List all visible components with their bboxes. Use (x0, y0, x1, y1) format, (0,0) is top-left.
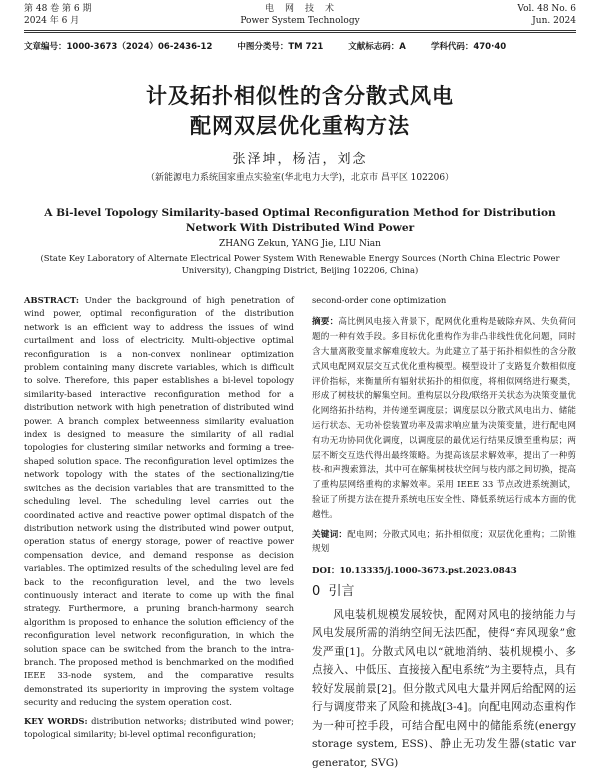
subject-code: 学科代码：470·40 (430, 42, 507, 52)
section-title: 引言 (328, 583, 355, 599)
section-heading (312, 585, 576, 598)
section-number: 0 (312, 583, 321, 599)
abstract-cn (312, 315, 576, 522)
date-en: Jun. 2024 (532, 16, 576, 26)
journal-name-cn: 电 网 技 术 (264, 4, 335, 14)
article-id: 文章编号：1000-3673（2024）06-2436-12 (24, 42, 213, 52)
title-en: A Bi-level Topology Similarity-based Optimal Reconfiguration Method for Distribution Network With Distributed Wind Power (44, 207, 556, 234)
clc-number: 中图分类号：TM 721 (237, 42, 324, 52)
keywords-en-continued: second-order cone optimization (312, 295, 447, 305)
affiliation-cn: （新能源电力系统国家重点实验室(华北电力大学)，北京市 昌平区 102206） (145, 173, 455, 183)
authors-cn: 张泽坤，杨洁，刘念 (232, 152, 368, 167)
title-cn-line2: 配网双层优化重构方法 (190, 114, 410, 138)
introduction-paragraph: 风电装机规模发展较快，配网对风电的接纳能力与风电发展所需的消纳空间无法匹配，使得“弃风现象”愈发严重[1]。分散式风电以“就地消纳、装机规模小、多点接入、中低压、直接接入配电系统”为主要特点，具有较好发展前景[2]。但分散式风电大量并网后给配网的运行与调度带来了风险和挑战[3-4]。向配电网动态重构作为一种可控手段，可结合配电网中的储能系统(energy storage system, ESS)、静止无功发生器(static var generator, SVG) (312, 608, 576, 769)
keywords-cn-label: 关键词： (312, 529, 348, 540)
abstract-cn-label: 摘要： (312, 317, 339, 328)
keywords-cn-text: 配电网；分散式风电；拓扑相似度；双层优化重构；二阶锥规划 (312, 529, 576, 555)
authors-en: ZHANG Zekun, YANG Jie, LIU Nian (219, 239, 381, 249)
volume-issue-en: Vol. 48 No. 6 (517, 4, 576, 14)
title-cn-line1: 计及拓扑相似性的含分散式风电 (146, 84, 454, 108)
abstract-en (24, 294, 294, 710)
journal-name-en: Power System Technology (240, 16, 360, 26)
left-column (24, 294, 294, 741)
abstract-cn-text: 高比例风电接入背景下，配网优化重构是破除弃风、失负荷问题的一种有效手段。多目标优化重构作为非凸非线性优化问题，同时含大量离散变量求解难度较大。为此建立了基于拓扑相似性的含分散式风电配网双层交互式优化重构模型。模型设计了支路复介数相似度评价指标，来衡量所有辐射状拓扑的相似度，将相似网络进行聚类，形成了树枝状的解集空间。重构层以分段/联络开关状态为决策变量优化网络拓扑结构，并传递至调度层；调度层以分散式风电出力、储能运行状态、无功补偿装置功率及需求响应量为决策变量，进行配电网有功无功协同优化调度，以调度层的最优运行结果反馈至重构层；两层不断交互迭代得出最终策略。为提高该层求解效率，提出了一种剪枝-和声搜索算法，其中可在解集树枝状空间与枝内部之间切换，提高了重构层网络重构的求解效率。采用 IEEE 33 节点改进系统测试，验证了所提方法在提升系统电压安全性、降低系统运行成本方面的优越性。 (312, 317, 576, 520)
article-meta (24, 40, 576, 52)
keywords-en-label: KEY WORDS: (24, 715, 88, 726)
right-column (312, 294, 576, 772)
doi: DOI：10.13335/j.1000-3673.pst.2023.0843 (312, 566, 517, 577)
keywords-cn (312, 528, 576, 558)
page-header (0, 0, 600, 34)
abstract-en-label: ABSTRACT: (24, 295, 80, 305)
document-code: 文献标志码：A (348, 42, 406, 52)
date-cn: 2024 年 6 月 (24, 16, 80, 26)
keywords-en-text: distribution networks; distributed wind power; topological similarity; bi-level optimal reconfiguration; (24, 715, 294, 739)
volume-issue-cn: 第 48 卷 第 6 期 (24, 4, 92, 14)
affiliation-en: (State Key Laboratory of Alternate Electrical Power System With Renewable Energy Sources (North China Electric Power University), Changping District, Beijing 102206, China) (40, 253, 560, 275)
header-rule-1 (24, 30, 576, 31)
header-rule-2 (24, 32, 576, 33)
abstract-en-text: Under the background of high penetration of wind power, optimal reconfiguration of the distribution network is an efficient way to address the issues of wind curtailment and loss of electricity. Multi-objective optimal reconfiguration is a non-convex nonlinear optimization problem containing many discrete variables, which is difficult to solve. Therefore, this paper establishes a bi-level topology similarity-based interactive reconfiguration method for a distribution network with high penetration of distributed wind power. A branch complex betweenness similarity evaluation index is designed to measure the similarity of all radial topologies for clustering similar networks and forming a tree-shaped solution space. The reconfiguration level optimizes the network topology with the states of the sectionalizing/tie switches as the decision variables that are transmitted to the scheduling level. The scheduling level carries out the coordinated active and reactive power optimal dispatch of the distribution network using the distributed wind power output, operation status of energy storage, power of reactive power compensation device, and demand response as decision variables. The optimized results of the scheduling level are fed back to the reconfiguration level, and the two levels continuously interact and iterate to come up with the final strategy. Furthermore, a pruning branch-harmony search algorithm is proposed to enhance the solution efficiency of the reconfiguration level network reconfiguration, in which the solution space can be switched from the branch to the intra-branch. The proposed method is benchmarked on the modified IEEE 33-node system, and the comparative results demonstrated its superiority in improving the system voltage security and reducing the system operation cost. (24, 295, 294, 708)
keywords-en (24, 715, 294, 742)
